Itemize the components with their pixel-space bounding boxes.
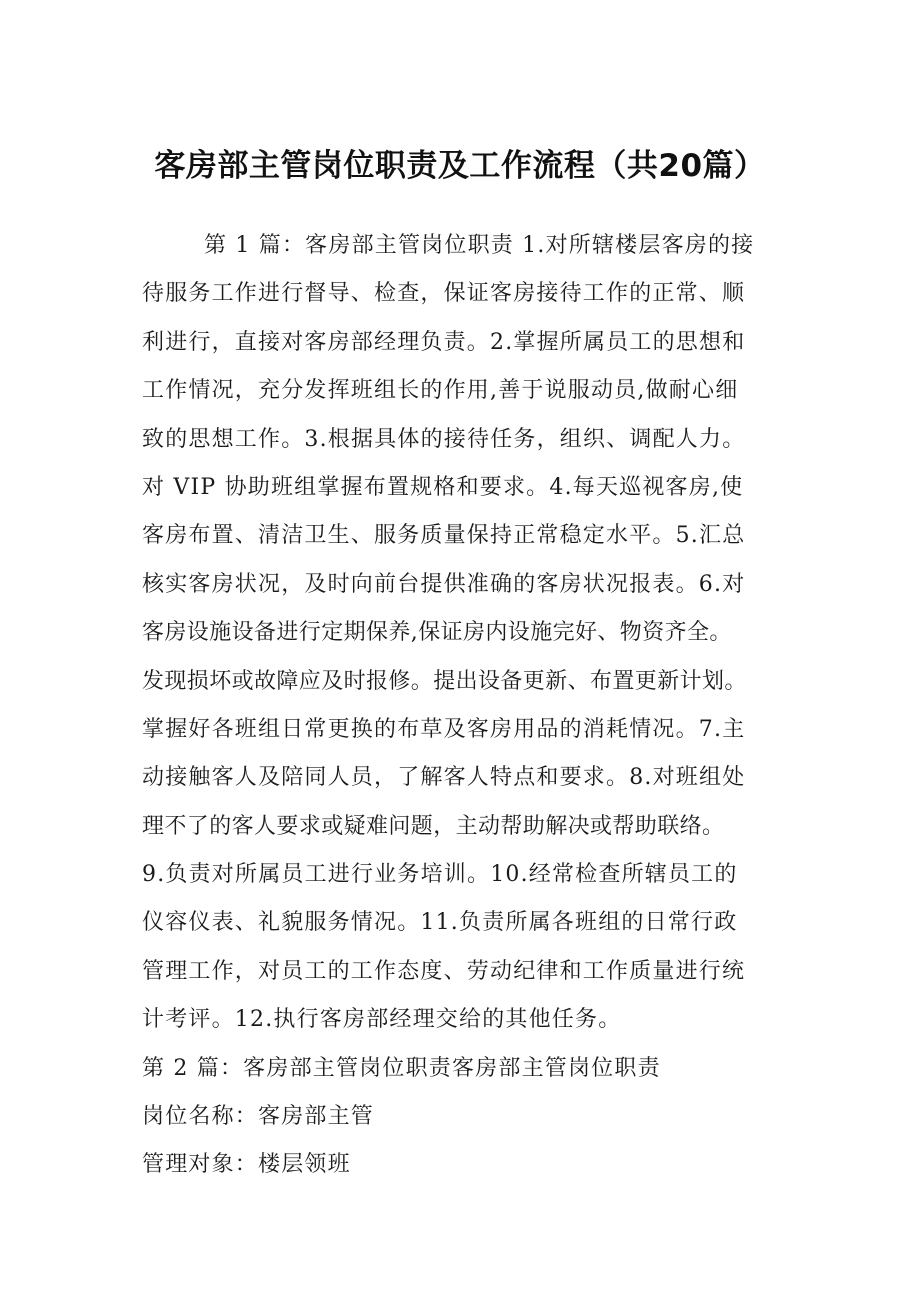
text-line: 利进行，直接对客房部经理负责。2.掌握所属员工的思想和	[142, 329, 746, 355]
text-line: 核实客房状况，及时向前台提供准确的客房状况报表。6.对	[142, 571, 746, 597]
text-line: 客房设施设备进行定期保养,保证房内设施完好、物资齐全。	[142, 620, 732, 646]
section-heading: 第 2 篇：客房部主管岗位职责客房部主管岗位职责	[142, 1055, 661, 1081]
text-line: 理不了的客人要求或疑难问题，主动帮助解决或帮助联络。	[142, 813, 725, 839]
text-line: 动接触客人及陪同人员，了解客人特点和要求。8.对班组处	[142, 765, 746, 791]
text-line: 对 VIP 协助班组掌握布置规格和要求。4.每天巡视客房,使	[142, 474, 744, 500]
text-line: 待服务工作进行督导、检查，保证客房接待工作的正常、顺	[142, 281, 746, 307]
text-line: 管理工作，对员工的工作态度、劳动纪律和工作质量进行统	[142, 958, 746, 984]
text-line: 致的思想工作。3.根据具体的接待任务，组织、调配人力。	[142, 426, 746, 452]
text-line: 计考评。12.执行客房部经理交给的其他任务。	[142, 1007, 622, 1033]
document-body	[142, 222, 782, 1190]
field-line: 岗位名称：客房部主管	[142, 1104, 375, 1130]
text-line: 客房布置、清洁卫生、服务质量保持正常稳定水平。5.汇总	[142, 523, 746, 549]
text-line: 工作情况，充分发挥班组长的作用,善于说服动员,做耐心细	[142, 378, 739, 404]
text-line: 仪容仪表、礼貌服务情况。11.负责所属各班组的日常行政	[142, 910, 738, 936]
text-line: 9.负责对所属员工进行业务培训。10.经常检查所辖员工的	[142, 862, 738, 888]
document-title: 客房部主管岗位职责及工作流程（共20篇）	[154, 148, 766, 184]
text-line: 掌握好各班组日常更换的布草及客房用品的消耗情况。7.主	[142, 716, 746, 742]
text-line: 发现损坏或故障应及时报修。提出设备更新、布置更新计划。	[142, 668, 747, 694]
field-line: 管理对象：楼层领班	[142, 1152, 351, 1178]
text-line: 第 1 篇：客房部主管岗位职责 1.对所辖楼层客房的接	[204, 233, 755, 258]
